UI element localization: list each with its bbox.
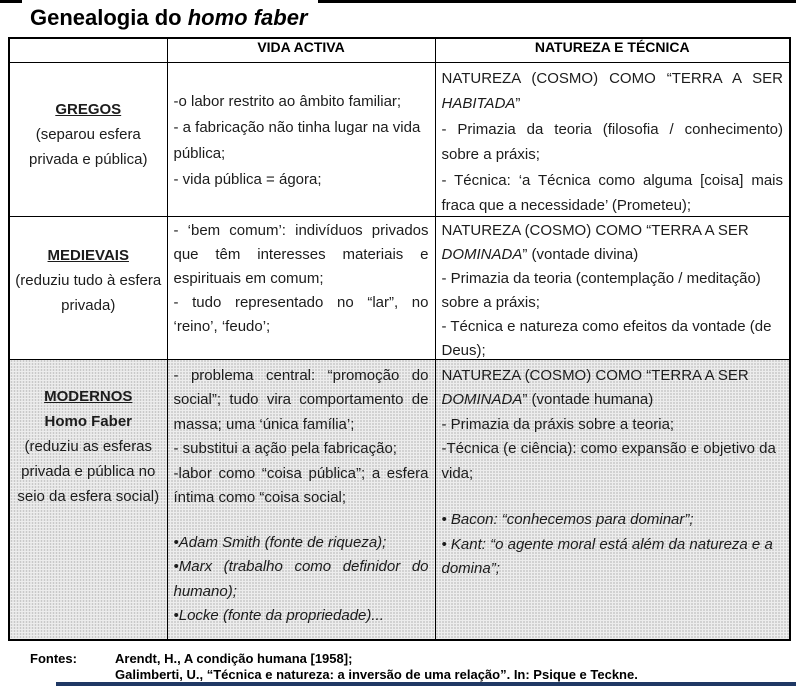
top-edge-mark-left [0, 0, 22, 3]
cosmo-statement: NATUREZA (COSMO) COMO “TERRA A SER HABITADA” [441, 69, 783, 112]
gregos-natureza-cell [435, 62, 790, 216]
reference-item: •Marx (trabalho como definidor do humano); [173, 558, 429, 600]
list-item: -Técnica (e ciência): como expansão e objetivo da vida; [441, 440, 776, 482]
header-cell-empty [9, 38, 167, 62]
list-item: - substitui a ação pela fabricação; [173, 440, 397, 457]
table-row-modernos [9, 359, 790, 640]
header-cell-vida-activa: VIDA ACTIVA [167, 38, 435, 62]
modernos-natureza-cell [435, 359, 790, 640]
header-cell-natureza-tecnica: NATUREZA E TÉCNICA [435, 38, 790, 62]
gregos-vida-activa-cell [167, 62, 435, 216]
gregos-subtitle: (separou esfera privada e pública) [29, 125, 148, 168]
list-item: - a fabricação não tinha lugar na vida pública; [173, 118, 421, 162]
bottom-accent-bar [56, 682, 796, 686]
top-edge-mark-right [318, 0, 796, 3]
cosmo-statement: NATUREZA (COSMO) COMO “TERRA A SER DOMINADA” (vontade humana) [441, 366, 749, 408]
source-line: Galimberti, U., “Técnica e natureza: a inversão de uma relação”. In: Psique e Teckne. [115, 667, 638, 682]
header-row [9, 38, 790, 62]
modernos-subtitle: (reduziu as esferas privada e pública no seio da esfera social) [17, 437, 160, 505]
reference-item: •Adam Smith (fonte de riqueza); [173, 533, 387, 551]
table-row-gregos [9, 62, 790, 216]
list-item: -labor como “coisa pública”; a esfera íntima como “coisa social; [173, 464, 429, 506]
medievais-natureza-cell [435, 216, 790, 359]
list-item: - Primazia da teoria (filosofia / conhecimento) sobre a práxis; [441, 120, 783, 163]
list-item: - Primazia da práxis sobre a teoria; [441, 415, 675, 433]
modernos-name2: Homo Faber [44, 412, 132, 430]
page-title-text: Genealogia do [30, 5, 188, 30]
medievais-subtitle: (reduziu tudo à esfera privada) [15, 271, 162, 314]
reference-item: • Kant: “o agente moral está além da natureza e a domina”; [441, 535, 773, 577]
list-item: - ‘bem comum’: indivíduos privados que têm interesses materiais e espirituais em comum; [173, 221, 429, 287]
gregos-name: GREGOS [55, 100, 122, 118]
reference-item: • Bacon: “conhecemos para dominar”; [441, 511, 694, 528]
medievais-name: MEDIEVAIS [47, 246, 129, 264]
list-item: - Técnica e natureza como efeitos da vontade (de Deus); [441, 317, 772, 359]
sources-label: Fontes: [30, 651, 77, 666]
page-title-emphasis: homo faber [187, 5, 308, 30]
modernos-label-cell [9, 359, 167, 640]
list-item: - problema central: “promoção do social”; tudo vira comportamento de massa; uma ‘única família’; [173, 366, 429, 433]
genealogy-table [8, 37, 791, 641]
list-item: - vida pública = ágora; [173, 170, 322, 188]
gregos-label-cell [9, 62, 167, 216]
table-row-medievais [9, 216, 790, 359]
list-item: - Técnica: ‘a Técnica como alguma [coisa] mais fraca que a necessidade’ (Prometeu); [441, 171, 783, 214]
medievais-label-cell [9, 216, 167, 359]
modernos-vida-activa-cell [167, 359, 435, 640]
page-title [30, 5, 308, 31]
sources-footer [30, 651, 638, 683]
reference-item: •Locke (fonte da propriedade)... [173, 607, 384, 624]
medievais-vida-activa-cell [167, 216, 435, 359]
list-item: -o labor restrito ao âmbito familiar; [173, 92, 402, 110]
list-item: - tudo representado no “lar”, no ‘reino’, ‘feudo’; [173, 293, 429, 335]
cosmo-statement: NATUREZA (COSMO) COMO “TERRA A SER DOMINADA” (vontade divina) [441, 221, 749, 263]
source-line: Arendt, H., A condição humana [1958]; [115, 651, 353, 666]
list-item: - Primazia da teoria (contemplação / meditação) sobre a práxis; [441, 269, 761, 311]
modernos-name: MODERNOS [44, 387, 133, 405]
